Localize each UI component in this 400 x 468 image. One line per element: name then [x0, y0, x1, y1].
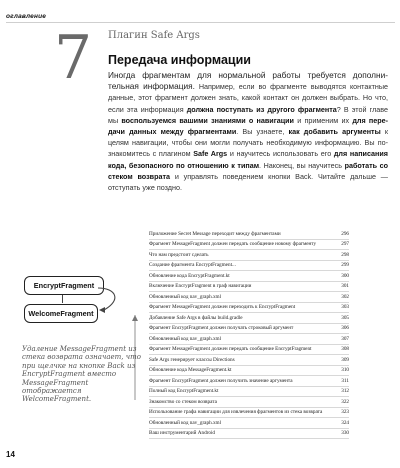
chapter-number: 7 — [54, 23, 93, 93]
encrypt-fragment-box: EncryptFragment — [24, 276, 104, 295]
handwritten-note: Удаление MessageFragment из стека возврата означает, что при щелчке на кнопке Back из EncryptFragment вместо MessageFragment отображается WelcomeFragment. — [22, 345, 141, 404]
toc-entry-page: 322 — [341, 398, 349, 405]
toc-row — [149, 366, 349, 377]
toc-row — [149, 429, 349, 440]
toc-entry-page: 307 — [341, 335, 349, 342]
intro-text: . Наконец, вы научитесь — [259, 160, 342, 170]
toc-entry-page: 299 — [341, 262, 349, 268]
toc-row — [149, 408, 349, 419]
toc-entry-text: Создание фрагмента EncryptFragment... — [149, 262, 236, 268]
toc-entry-page: 305 — [341, 314, 349, 321]
toc-row — [149, 345, 349, 356]
intro-lead: Иногда фрагментам для нормальной работы требуется дополнительная информация. — [108, 70, 388, 92]
toc-entry-page: 308 — [341, 346, 349, 352]
toc-entry-text: Добавление Safe Args в файлы build.gradle — [149, 314, 243, 321]
toc-row — [149, 282, 349, 293]
toc-entry-text: Приложение Secret Message переходит между фрагментами — [149, 230, 281, 237]
back-arrow — [62, 295, 63, 303]
intro-bold: должна поступать из другого фрагмента — [186, 104, 337, 114]
toc-entry-text: Фрагмент EncryptFragment должен получать строковый аргумент — [149, 325, 294, 331]
toc-entry-text: Полный код EncryptFragment.kt — [149, 388, 219, 394]
welcome-fragment-box: WelcomeFragment — [24, 304, 98, 323]
toc-row — [149, 355, 349, 366]
intro-text: и управлять поведением кнопки Back. Читайте дальше — отступать уже поздно. — [108, 171, 388, 193]
toc-row — [149, 397, 349, 408]
intro-text: Например, если во фрагменте выводятся контактные данные, этот фрагмент должен знать, какой контакт он должен выбрать. Но что, если эта информация — [108, 82, 389, 114]
toc-entry-page: 302 — [341, 293, 349, 300]
toc-row — [149, 229, 349, 240]
toc-row — [149, 292, 349, 303]
page-number: 14 — [6, 450, 15, 459]
intro-bold: для написания кода, безопасного по отношению к типам — [108, 149, 388, 170]
toc-entry-page: 311 — [341, 377, 349, 384]
toc-entry-text: Обновленный код nav_graph.xml — [149, 419, 222, 426]
intro-text: и научитесь использовать его — [229, 149, 332, 159]
toc-entry-text: Знакомство со стеком возврата — [149, 398, 217, 405]
intro-bold: работать со стеком возврата — [108, 160, 389, 181]
intro-text: ? В этой главе мы — [108, 104, 389, 125]
toc-entry-page: 324 — [341, 419, 349, 426]
intro-bold: воспользуемся вашими знаниями о навигации — [121, 115, 294, 125]
section-title: Передача информации — [108, 53, 251, 67]
toc-row — [149, 261, 349, 272]
toc-entry-text: Обновленный код nav_graph.xml — [149, 335, 222, 342]
toc-entry-text: Что нам предстоит сделать — [149, 251, 209, 258]
toc-entry-text: Фрагмент EncryptFragment должен получить значение аргумента — [149, 377, 293, 384]
toc-entry-page: 306 — [341, 325, 349, 331]
toc-entry-text: Фрагмент MessageFragment должен передать сообщение EncryptFragment — [149, 346, 312, 352]
toc-entry-page: 312 — [341, 388, 349, 394]
intro-bold: для передачи данных между фрагментами — [108, 115, 389, 137]
intro-text: и применим их — [297, 115, 350, 125]
intro-paragraph — [108, 70, 388, 193]
toc-entry-page: 323 — [341, 409, 349, 415]
toc-row — [149, 334, 349, 345]
toc-entry-page: 300 — [341, 272, 349, 279]
toc-entry-page: 303 — [341, 304, 349, 310]
toc-entry-text: Обновление кода MessageFragment.kt — [149, 367, 232, 373]
toc-row — [149, 313, 349, 324]
toc-entry-text: Обновленный код nav_graph.xml — [149, 293, 222, 300]
toc-row — [149, 240, 349, 251]
toc-row — [149, 271, 349, 282]
toc-entry-page: 297 — [341, 241, 349, 247]
intro-text: к целям навигации, чтобы они могли получать необходимую информацию. Вы познакомитесь с плагином — [108, 127, 389, 159]
toc-entry-page: 296 — [341, 230, 349, 237]
toc-list — [149, 229, 349, 439]
toc-row — [149, 303, 349, 314]
toc-row — [149, 418, 349, 429]
toc-row — [149, 324, 349, 335]
chapter-title: Плагин Safe Args — [108, 30, 200, 41]
toc-entry-text: Включение EncryptFragment в граф навигации — [149, 283, 252, 289]
toc-entry-page: 301 — [341, 283, 349, 289]
toc-entry-page: 309 — [341, 356, 349, 363]
intro-bold: Safe Args — [193, 149, 228, 159]
toc-entry-page: 330 — [341, 430, 349, 436]
intro-bold: как добавить аргументы — [288, 127, 381, 137]
toc-row — [149, 376, 349, 387]
toc-entry-text: Обновление кода EncryptFragment.kt — [149, 272, 230, 279]
toc-entry-page: 310 — [341, 367, 349, 373]
running-header: оглавление — [6, 13, 47, 20]
toc-row — [149, 250, 349, 261]
toc-entry-page: 298 — [341, 251, 349, 258]
toc-row — [149, 387, 349, 398]
toc-entry-text: Фрагмент MessageFragment должен передать сообщение новому фрагменту — [149, 241, 317, 247]
toc-entry-text: Фрагмент MessageFragment должен переходить к EncryptFragment — [149, 304, 296, 310]
back-arrow — [96, 282, 136, 322]
intro-text: . Вы узнаете, — [236, 127, 285, 137]
toc-entry-text: Ваш инструментарий Android — [149, 430, 216, 436]
toc-entry-text: Safe Args генерирует классы Directions — [149, 356, 235, 363]
toc-entry-text: Использование графа навигации для извлечения фрагментов из стека возврата — [149, 409, 323, 415]
